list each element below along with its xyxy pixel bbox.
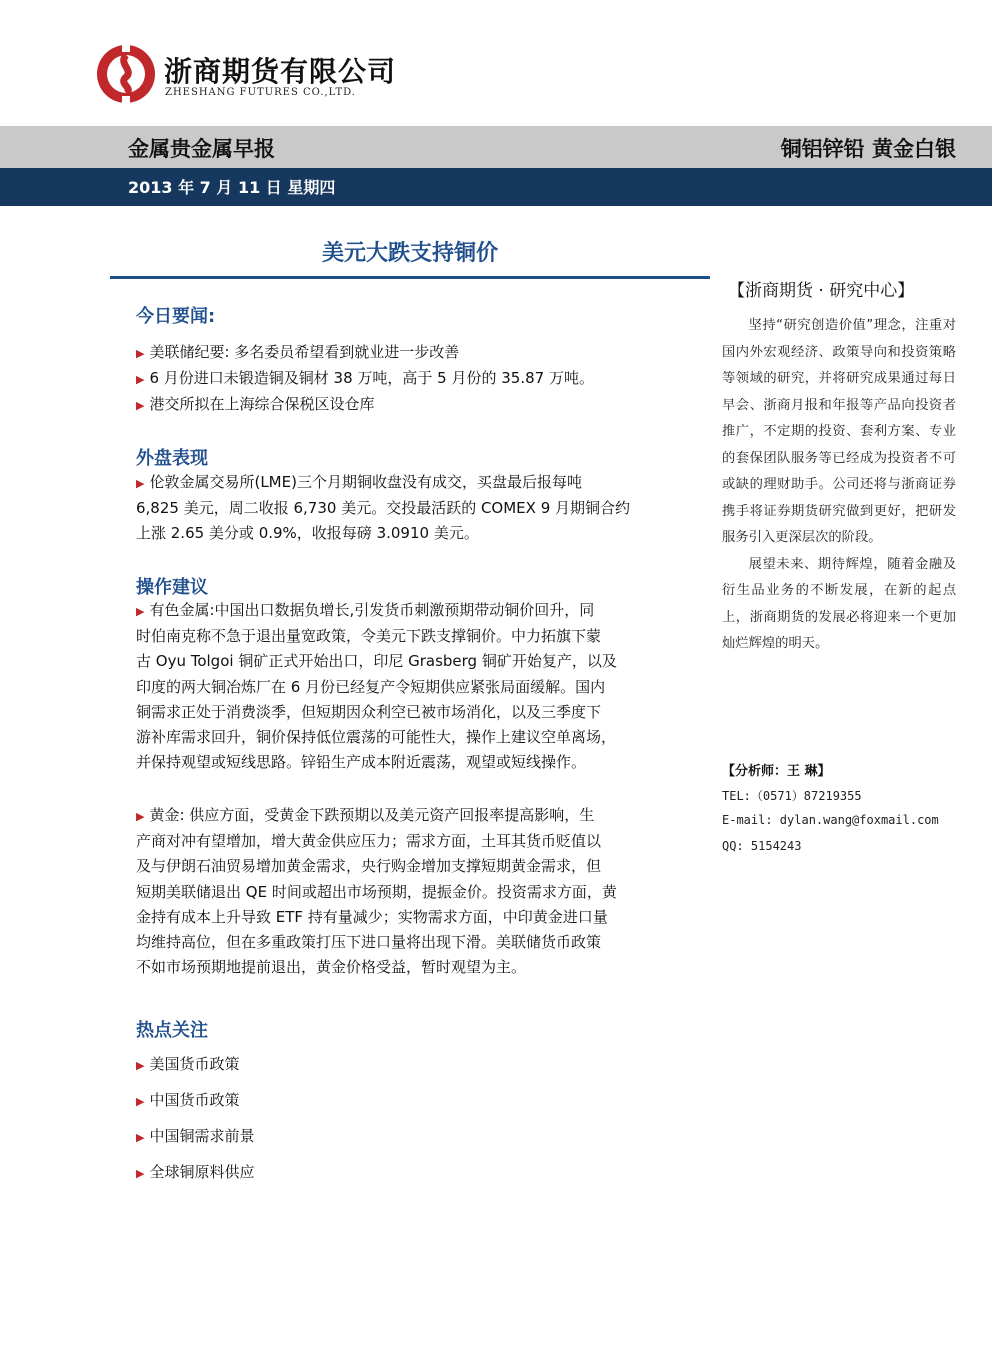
overseas-heading: 外盘表现 [136,448,208,469]
arrow-icon: ▶ [136,1095,145,1108]
arrow-icon: ▶ [136,1131,145,1144]
hot-topic-item: ▶ 中国货币政策 [136,1091,240,1109]
text-line: 上涨 2.65 美分或 0.9%，收报每磅 3.0910 美元。 [136,524,479,543]
text-line: 并保持观望或短线思路。锌铅生产成本附近震荡，观望或短线操作。 [136,753,587,772]
news-heading: 今日要闻: [136,306,216,327]
text-line: 铜需求正处于消费淡季，但短期因众利空已被市场消化，以及三季度下 [136,702,602,721]
company-logo [96,44,156,104]
text-line: ▶ 伦敦金属交易所(LME)三个月期铜收盘没有成交，买盘最后报每吨 [136,473,582,491]
company-name-cn: 浙商期货有限公司 [164,55,397,88]
research-center-heading: 【浙商期货 · 研究中心】 [728,281,915,301]
analyst-name: 【分析师：王 琳】 [722,764,831,779]
text-line: ▶ 有色金属:中国出口数据负增长,引发货币刺激预期带动铜价回升，同 [136,601,595,619]
product-list: 铜铝锌铅 黄金白银 [780,137,956,161]
hot-topic-item: ▶ 中国铜需求前景 [136,1127,255,1145]
hot-topic-item: ▶ 美国货币政策 [136,1055,240,1073]
arrow-icon: ▶ [136,477,145,490]
report-type: 金属贵金属早报 [128,137,275,161]
arrow-icon: ▶ [136,605,145,618]
analyst-email: E-mail: dylan.wang@foxmail.com [722,813,939,827]
gold-advice-paragraph [136,803,684,980]
page-title: 美元大跌支持铜价 [321,241,498,266]
arrow-icon: ▶ [136,1167,145,1180]
text-line: 金持有成本上升导致 ETF 持有量减少；实物需求方面，中印黄金进口量 [136,907,608,926]
arrow-icon: ▶ [136,1059,145,1072]
text-line: 印度的两大铜冶炼厂在 6 月份已经复产令短期供应紧张局面缓解。国内 [136,677,606,696]
text-line: 产商对冲有望增加，增大黄金供应压力；需求方面，土耳其货币贬值以 [136,832,602,851]
text-line: 古 Oyu Tolgoi 铜矿正式开始出口，印尼 Grasberg 铜矿开始复产，以及 [136,652,617,671]
research-center-intro [722,313,956,658]
arrow-icon: ▶ [136,347,145,360]
news-item: ▶ 美联储纪要: 多名委员希望看到就业进一步改善 [136,343,460,361]
news-item: ▶ 6 月份进口未锻造铜及铜材 38 万吨，高于 5 月份的 35.87 万吨。 [136,369,594,387]
advice-heading: 操作建议 [136,577,208,598]
text-line: 及与伊朗石油贸易增加黄金需求，央行购金增加支撑短期黄金需求，但 [136,857,602,876]
metals-advice-paragraph [136,598,684,775]
arrow-icon: ▶ [136,399,145,412]
text-line: 不如市场预期地提前退出，黄金价格受益，暂时观望为主。 [136,958,527,977]
arrow-icon: ▶ [136,810,145,823]
hot-topic-item: ▶ 全球铜原料供应 [136,1163,255,1181]
title-divider [110,276,710,279]
overseas-paragraph [136,470,684,547]
text-line: 6,825 美元，周二收报 6,730 美元。交投最活跃的 COMEX 9 月期铜合约 [136,499,631,518]
intro-paragraph: 坚持“研究创造价值”理念，注重对国内外宏观经济、政策导向和投资策略等领域的研究，并将研究成果通过每日早会、浙商月报和年报等产品向投资者推广，不定期的投资、套利方案、专业的套保团队服务等已经成为投资者不可或缺的理财助手。公司还将与浙商证券携手将证券期货研究做到更好，把研发服务引入更深层次的阶段。 [722,318,956,545]
text-line: 时伯南克称不急于退出量宽政策，令美元下跌支撑铜价。中力拓旗下蒙 [136,627,602,646]
text-line: 均维持高位，但在多重政策打压下进口量将出现下滑。美联储货币政策 [136,933,602,952]
arrow-icon: ▶ [136,373,145,386]
company-name-en: ZHESHANG FUTURES CO.,LTD. [165,87,356,98]
analyst-phone: TEL:（0571）87219355 [722,789,862,803]
report-date: 2013 年 7 月 11 日 星期四 [128,178,336,197]
text-line: ▶ 黄金: 供应方面，受黄金下跌预期以及美元资产回报率提高影响，生 [136,806,595,824]
text-line: 短期美联储退出 QE 时间或超出市场预期，提振金价。投资需求方面，黄 [136,882,617,901]
outlook-paragraph: 展望未来、期待辉煌，随着金融及衍生品业务的不断发展，在新的起点上，浙商期货的发展必将迎来一个更加灿烂辉煌的明天。 [722,556,956,651]
text-line: 游补库需求回升，铜价保持低位震荡的可能性大，操作上建议空单离场， [136,728,617,747]
analyst-qq: QQ: 5154243 [722,839,802,853]
news-item: ▶ 港交所拟在上海综合保税区设仓库 [136,395,375,413]
hot-topics-heading: 热点关注 [136,1020,208,1041]
